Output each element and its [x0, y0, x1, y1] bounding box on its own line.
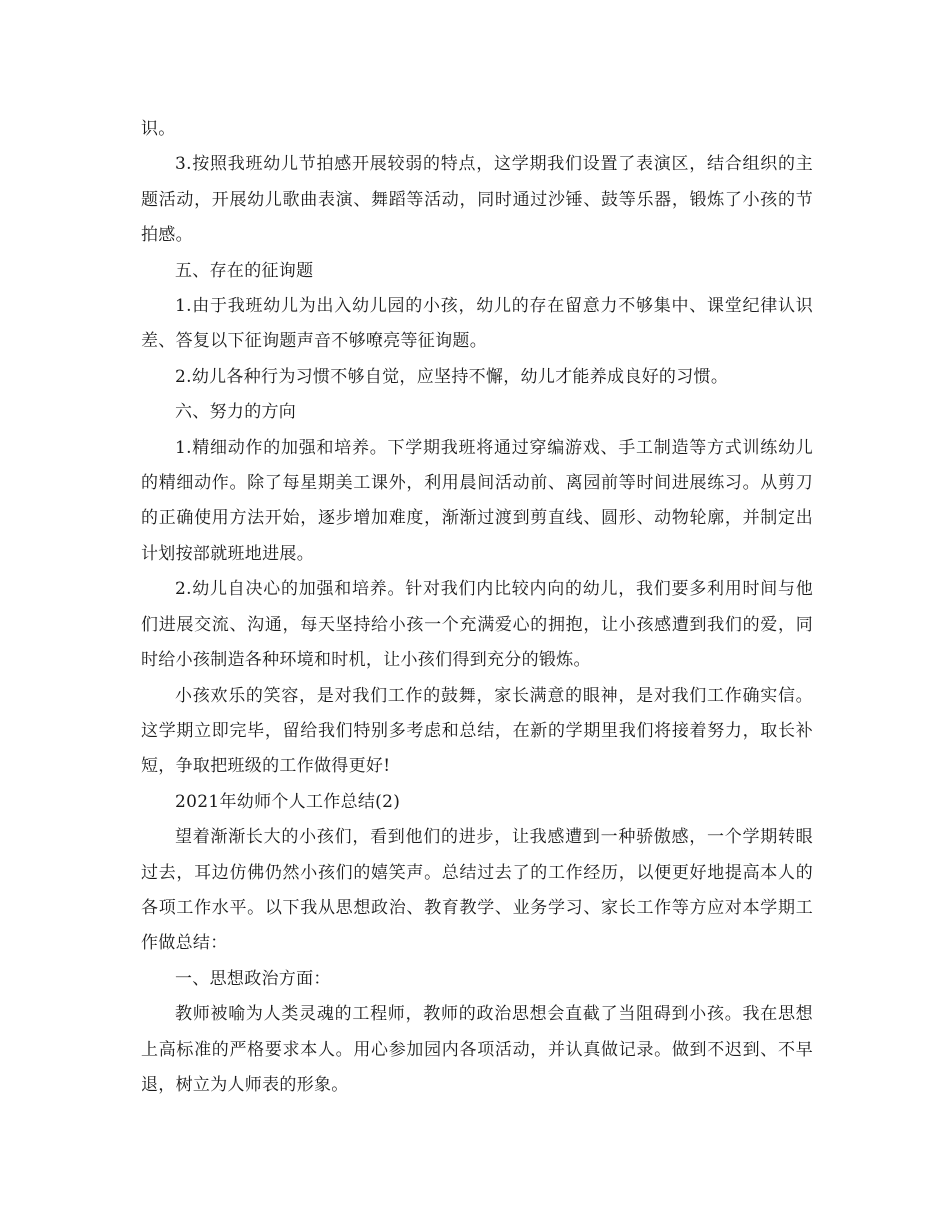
paragraph: 1.精细动作的加强和培养。下学期我班将通过穿编游戏、手工制造等方式训练幼儿的精细动作。除了每星期美工课外，利用晨间活动前、离园前等时间进展练习。从剪刀的正确使用方法开始，逐步增加难度，渐渐过渡到剪直线、圆形、动物轮廓，并制定出计划按部就班地进展。: [141, 437, 813, 564]
section-heading: 一、思想政治方面：: [175, 968, 331, 989]
paragraph: 望着渐渐长大的小孩们，看到他们的进步，让我感遭到一种骄傲感，一个学期转眼过去，耳边仿佛仍然小孩们的嬉笑声。总结过去了的工作经历，以便更好地提高本人的各项工作水平。以下我从思想政治、教育教学、业务学习、家长工作等方应对本学期工作做总结：: [141, 827, 813, 954]
section-heading: 六、努力的方向: [175, 402, 297, 423]
paragraph: 2.幼儿自决心的加强和培养。针对我们内比较内向的幼儿，我们要多利用时间与他们进展交流、沟通，每天坚持给小孩一个充满爱心的拥抱，让小孩感遭到我们的爱，同时给小孩制造各种环境和时机，让小孩们得到充分的锻炼。: [141, 579, 813, 671]
paragraph: 3.按照我班幼儿节拍感开展较弱的特点，这学期我们设置了表演区，结合组织的主题活动，开展幼儿歌曲表演、舞蹈等活动，同时通过沙锤、鼓等乐器，锻炼了小孩的节拍感。: [141, 154, 813, 246]
paragraph: 教师被喻为人类灵魂的工程师，教师的政治思想会直截了当阻碍到小孩。我在思想上高标准的严格要求本人。用心参加园内各项活动，并认真做记录。做到不迟到、不早退，树立为人师表的形象。: [141, 1004, 813, 1095]
paragraph: 识。: [141, 119, 176, 139]
document-body: [141, 112, 813, 1103]
paragraph: 1.由于我班幼儿为出入幼儿园的小孩，幼儿的存在留意力不够集中、课堂纪律认识差、答复以下征询题声音不够嘹亮等征询题。: [141, 296, 813, 352]
section-heading: 五、存在的征询题: [175, 260, 314, 281]
paragraph: 小孩欢乐的笑容，是对我们工作的鼓舞，家长满意的眼神，是对我们工作确实信。这学期立即完毕，留给我们特别多考虑和总结，在新的学期里我们将接着努力，取长补短，争取把班级的工作做得更好!: [141, 685, 813, 777]
paragraph: 2.幼儿各种行为习惯不够自觉，应坚持不懈，幼儿才能养成良好的习惯。: [175, 366, 729, 387]
document-title: 2021年幼师个人工作总结(2): [175, 791, 401, 812]
